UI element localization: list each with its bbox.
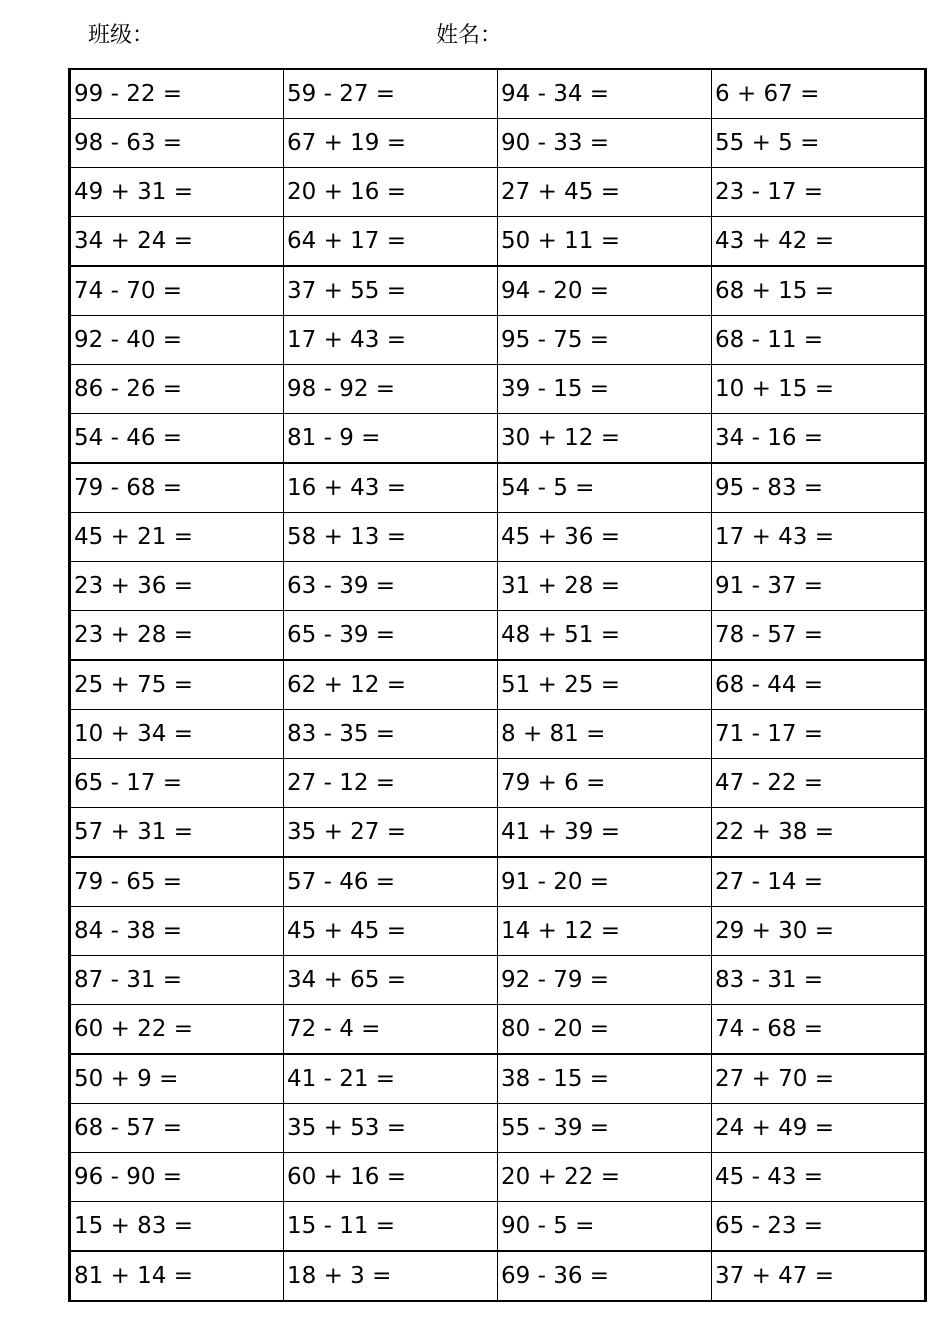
problem-cell: 27 - 14 = bbox=[712, 857, 926, 907]
problem-cell: 67 + 19 = bbox=[284, 119, 498, 168]
problem-cell: 74 - 68 = bbox=[712, 1005, 926, 1055]
problem-row bbox=[70, 1202, 926, 1252]
problem-cell: 68 - 44 = bbox=[712, 660, 926, 710]
problem-cell: 37 + 55 = bbox=[284, 266, 498, 316]
problem-cell: 90 - 33 = bbox=[498, 119, 712, 168]
arithmetic-problem-table bbox=[68, 68, 927, 1302]
problem-cell: 20 + 22 = bbox=[498, 1153, 712, 1202]
problem-cell: 39 - 15 = bbox=[498, 365, 712, 414]
problem-cell: 69 - 36 = bbox=[498, 1251, 712, 1301]
problem-cell: 50 + 9 = bbox=[70, 1054, 284, 1104]
problem-cell: 20 + 16 = bbox=[284, 168, 498, 217]
problem-cell: 45 - 43 = bbox=[712, 1153, 926, 1202]
problem-cell: 74 - 70 = bbox=[70, 266, 284, 316]
problem-cell: 81 - 9 = bbox=[284, 414, 498, 464]
problem-cell: 95 - 83 = bbox=[712, 463, 926, 513]
problem-cell: 60 + 22 = bbox=[70, 1005, 284, 1055]
problem-cell: 92 - 40 = bbox=[70, 316, 284, 365]
problem-cell: 65 - 17 = bbox=[70, 759, 284, 808]
problem-cell: 91 - 20 = bbox=[498, 857, 712, 907]
problem-cell: 68 + 15 = bbox=[712, 266, 926, 316]
worksheet-header bbox=[0, 18, 950, 52]
problem-cell: 98 - 63 = bbox=[70, 119, 284, 168]
problem-cell: 27 - 12 = bbox=[284, 759, 498, 808]
problem-cell: 49 + 31 = bbox=[70, 168, 284, 217]
problem-cell: 58 + 13 = bbox=[284, 513, 498, 562]
problem-cell: 98 - 92 = bbox=[284, 365, 498, 414]
problem-cell: 27 + 70 = bbox=[712, 1054, 926, 1104]
problem-cell: 79 - 65 = bbox=[70, 857, 284, 907]
problem-cell: 99 - 22 = bbox=[70, 69, 284, 119]
problem-cell: 23 - 17 = bbox=[712, 168, 926, 217]
problem-row bbox=[70, 1153, 926, 1202]
problem-cell: 45 + 36 = bbox=[498, 513, 712, 562]
problem-cell: 95 - 75 = bbox=[498, 316, 712, 365]
problem-cell: 6 + 67 = bbox=[712, 69, 926, 119]
problem-cell: 90 - 5 = bbox=[498, 1202, 712, 1252]
problem-cell: 65 - 39 = bbox=[284, 611, 498, 661]
problem-cell: 64 + 17 = bbox=[284, 217, 498, 267]
problem-cell: 15 + 83 = bbox=[70, 1202, 284, 1252]
problem-cell: 57 + 31 = bbox=[70, 808, 284, 858]
problem-cell: 71 - 17 = bbox=[712, 710, 926, 759]
problem-cell: 47 - 22 = bbox=[712, 759, 926, 808]
problem-row bbox=[70, 217, 926, 267]
name-label: 姓名： bbox=[436, 23, 503, 48]
class-label: 班级： bbox=[88, 23, 155, 48]
problem-cell: 55 - 39 = bbox=[498, 1104, 712, 1153]
problem-cell: 34 + 24 = bbox=[70, 217, 284, 267]
problem-row bbox=[70, 1251, 926, 1301]
problem-cell: 24 + 49 = bbox=[712, 1104, 926, 1153]
problem-cell: 48 + 51 = bbox=[498, 611, 712, 661]
problem-row bbox=[70, 907, 926, 956]
problem-cell: 10 + 34 = bbox=[70, 710, 284, 759]
problem-row bbox=[70, 119, 926, 168]
problem-cell: 8 + 81 = bbox=[498, 710, 712, 759]
problem-row bbox=[70, 266, 926, 316]
problem-row bbox=[70, 660, 926, 710]
problem-cell: 16 + 43 = bbox=[284, 463, 498, 513]
problem-cell: 68 - 11 = bbox=[712, 316, 926, 365]
problem-cell: 34 + 65 = bbox=[284, 956, 498, 1005]
problem-cell: 31 + 28 = bbox=[498, 562, 712, 611]
problem-cell: 59 - 27 = bbox=[284, 69, 498, 119]
problem-cell: 96 - 90 = bbox=[70, 1153, 284, 1202]
problem-row bbox=[70, 365, 926, 414]
problem-cell: 54 - 5 = bbox=[498, 463, 712, 513]
problem-cell: 38 - 15 = bbox=[498, 1054, 712, 1104]
problem-cell: 80 - 20 = bbox=[498, 1005, 712, 1055]
problem-cell: 41 - 21 = bbox=[284, 1054, 498, 1104]
problem-cell: 54 - 46 = bbox=[70, 414, 284, 464]
problem-cell: 57 - 46 = bbox=[284, 857, 498, 907]
problem-cell: 15 - 11 = bbox=[284, 1202, 498, 1252]
problem-row bbox=[70, 1054, 926, 1104]
problem-cell: 14 + 12 = bbox=[498, 907, 712, 956]
problem-cell: 92 - 79 = bbox=[498, 956, 712, 1005]
problem-cell: 84 - 38 = bbox=[70, 907, 284, 956]
problem-cell: 45 + 21 = bbox=[70, 513, 284, 562]
problem-cell: 41 + 39 = bbox=[498, 808, 712, 858]
problem-cell: 87 - 31 = bbox=[70, 956, 284, 1005]
problem-cell: 27 + 45 = bbox=[498, 168, 712, 217]
problem-cell: 30 + 12 = bbox=[498, 414, 712, 464]
problem-cell: 17 + 43 = bbox=[712, 513, 926, 562]
problem-cell: 72 - 4 = bbox=[284, 1005, 498, 1055]
problem-cell: 23 + 28 = bbox=[70, 611, 284, 661]
problem-row bbox=[70, 1005, 926, 1055]
problem-row bbox=[70, 69, 926, 119]
problem-row bbox=[70, 1104, 926, 1153]
problem-row bbox=[70, 857, 926, 907]
problem-cell: 81 + 14 = bbox=[70, 1251, 284, 1301]
problem-cell: 23 + 36 = bbox=[70, 562, 284, 611]
problem-cell: 34 - 16 = bbox=[712, 414, 926, 464]
problem-row bbox=[70, 316, 926, 365]
problem-row bbox=[70, 611, 926, 661]
problem-row bbox=[70, 759, 926, 808]
problem-cell: 43 + 42 = bbox=[712, 217, 926, 267]
problem-cell: 35 + 27 = bbox=[284, 808, 498, 858]
problem-cell: 60 + 16 = bbox=[284, 1153, 498, 1202]
problem-cell: 10 + 15 = bbox=[712, 365, 926, 414]
problem-cell: 68 - 57 = bbox=[70, 1104, 284, 1153]
problem-row bbox=[70, 562, 926, 611]
problem-cell: 91 - 37 = bbox=[712, 562, 926, 611]
problem-cell: 63 - 39 = bbox=[284, 562, 498, 611]
problem-cell: 94 - 34 = bbox=[498, 69, 712, 119]
problem-row bbox=[70, 414, 926, 464]
problem-row bbox=[70, 168, 926, 217]
problem-row bbox=[70, 513, 926, 562]
problem-cell: 55 + 5 = bbox=[712, 119, 926, 168]
problem-cell: 62 + 12 = bbox=[284, 660, 498, 710]
problem-cell: 86 - 26 = bbox=[70, 365, 284, 414]
problem-cell: 50 + 11 = bbox=[498, 217, 712, 267]
problem-cell: 51 + 25 = bbox=[498, 660, 712, 710]
problem-cell: 45 + 45 = bbox=[284, 907, 498, 956]
problem-cell: 79 - 68 = bbox=[70, 463, 284, 513]
problem-cell: 94 - 20 = bbox=[498, 266, 712, 316]
problem-cell: 83 - 31 = bbox=[712, 956, 926, 1005]
problem-cell: 29 + 30 = bbox=[712, 907, 926, 956]
problem-cell: 37 + 47 = bbox=[712, 1251, 926, 1301]
problem-cell: 18 + 3 = bbox=[284, 1251, 498, 1301]
problem-cell: 22 + 38 = bbox=[712, 808, 926, 858]
problem-row bbox=[70, 463, 926, 513]
problem-row bbox=[70, 710, 926, 759]
problem-cell: 83 - 35 = bbox=[284, 710, 498, 759]
problem-cell: 35 + 53 = bbox=[284, 1104, 498, 1153]
problem-cell: 65 - 23 = bbox=[712, 1202, 926, 1252]
problem-row bbox=[70, 808, 926, 858]
problem-cell: 79 + 6 = bbox=[498, 759, 712, 808]
problem-cell: 78 - 57 = bbox=[712, 611, 926, 661]
problem-cell: 17 + 43 = bbox=[284, 316, 498, 365]
problem-row bbox=[70, 956, 926, 1005]
problem-cell: 25 + 75 = bbox=[70, 660, 284, 710]
